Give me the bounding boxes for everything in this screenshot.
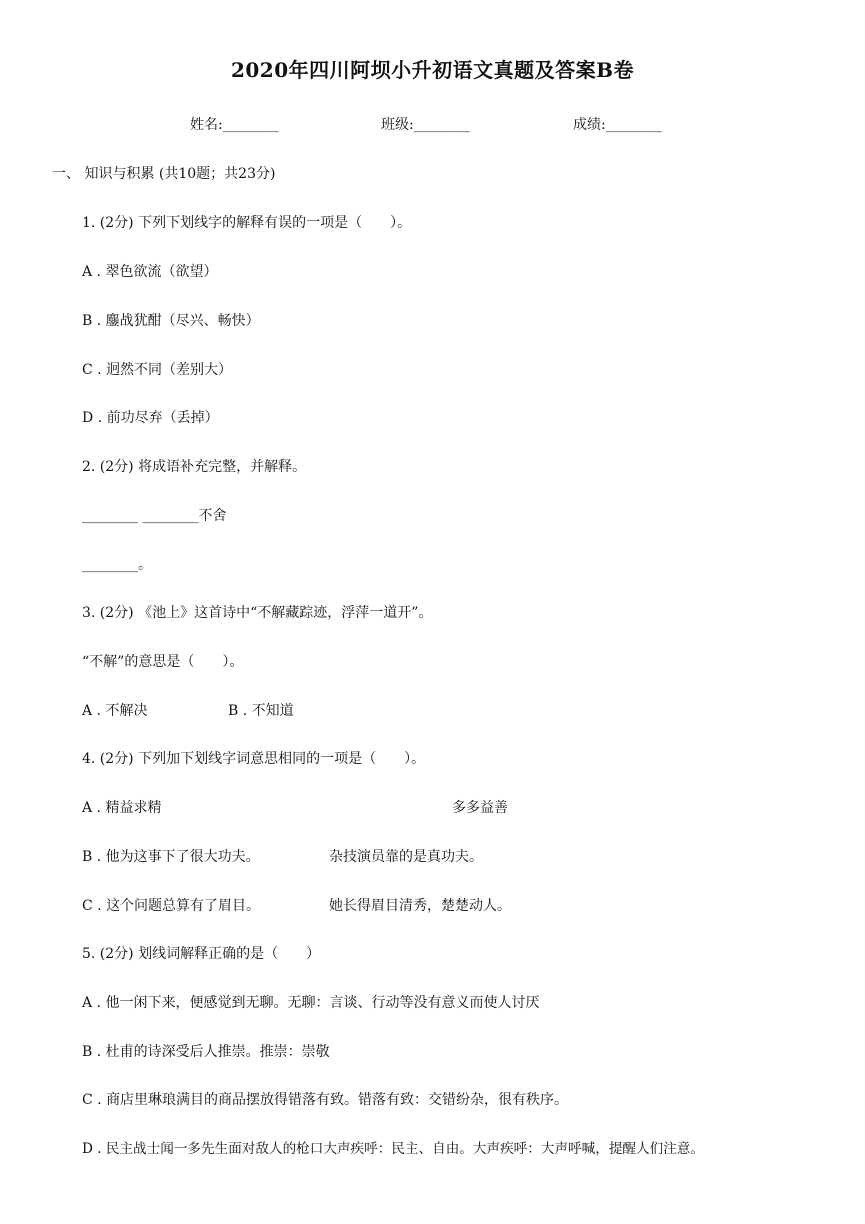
name-field[interactable]: 姓名:________ xyxy=(190,117,279,133)
question-4-option-a-pair: 多多益善 xyxy=(452,800,508,816)
question-3-subquestion: “不解”的意思是（ ）。 xyxy=(82,654,244,670)
question-3-stem: 3. (2分) 《池上》这首诗中“不解藏踪迹，浮萍一道开”。 xyxy=(82,605,433,621)
class-field[interactable]: 班级:________ xyxy=(381,117,470,133)
section-heading: 一、 知识与积累 (共10题；共23分) xyxy=(52,166,276,182)
question-4-option-c-pair: 她长得眉目清秀，楚楚动人。 xyxy=(329,898,511,914)
question-1-option-c[interactable]: C . 迥然不同（差别大） xyxy=(82,362,233,378)
question-4-stem: 4. (2分) 下列加下划线字词意思相同的一项是（ ）。 xyxy=(82,751,426,767)
question-3-option-a[interactable]: A . 不解决 xyxy=(82,703,148,719)
question-4-option-a[interactable]: A . 精益求精 xyxy=(82,800,162,816)
question-1-option-a[interactable]: A . 翠色欲流（欲望） xyxy=(82,264,218,280)
question-1-stem: 1. (2分) 下列下划线字的解释有误的一项是（ ）。 xyxy=(82,215,412,231)
question-5-option-d[interactable]: D . 民主战士闻一多先生面对敌人的枪口大声疾呼：民主、自由。大声疾呼：大声呼喊，提醒人们注意。 xyxy=(82,1141,704,1157)
question-4-option-b-pair: 杂技演员靠的是真功夫。 xyxy=(329,849,483,865)
score-field[interactable]: 成绩:________ xyxy=(573,117,662,133)
question-4-option-b[interactable]: B . 他为这事下了很大功夫。 xyxy=(82,849,260,865)
page-title: 2020年四川阿坝小升初语文真题及答案B卷 xyxy=(230,58,635,82)
question-5-stem: 5. (2分) 划线词解释正确的是（ ） xyxy=(82,946,321,962)
question-2-blank-idiom[interactable]: ________ ________不舍 xyxy=(82,508,227,524)
question-1-option-d[interactable]: D . 前功尽弃（丢掉） xyxy=(82,410,219,426)
question-2-blank-explanation[interactable]: ________。 xyxy=(82,557,152,573)
question-2-stem: 2. (2分) 将成语补充完整，并解释。 xyxy=(82,459,307,475)
question-4-option-c[interactable]: C . 这个问题总算有了眉目。 xyxy=(82,898,261,914)
question-5-option-b[interactable]: B . 杜甫的诗深受后人推崇。推崇：崇敬 xyxy=(82,1044,330,1060)
question-5-option-c[interactable]: C . 商店里琳琅满目的商品摆放得错落有致。错落有致：交错纷杂，很有秩序。 xyxy=(82,1092,569,1108)
question-3-option-b[interactable]: B . 不知道 xyxy=(228,703,294,719)
question-5-option-a[interactable]: A . 他一闲下来，便感觉到无聊。无聊：言谈、行动等没有意义而使人讨厌 xyxy=(82,995,540,1011)
question-1-option-b[interactable]: B . 鏖战犹酣（尽兴、畅快） xyxy=(82,313,260,329)
